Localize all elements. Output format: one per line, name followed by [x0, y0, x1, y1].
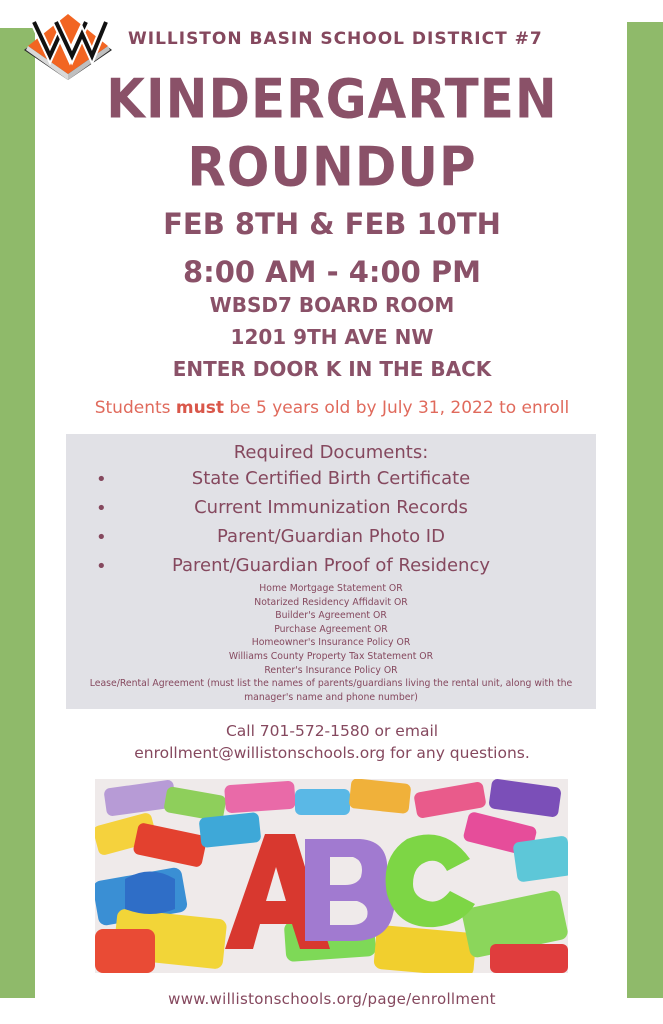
title-line-2: ROUNDUP: [187, 135, 477, 199]
event-times: 8:00 AM - 4:00 PM: [182, 255, 482, 289]
residency-options: [76, 582, 586, 704]
right-green-bar: [627, 22, 663, 998]
list-item: Renter's Insurance Policy OR: [264, 664, 398, 676]
list-item: Purchase Agreement OR: [274, 623, 388, 635]
eligibility-note: Students must be 5 years old by July 31, 2022 to enroll: [94, 398, 570, 418]
list-item: • Parent/Guardian Photo ID: [96, 526, 445, 548]
list-item: • Parent/Guardian Proof of Residency: [96, 555, 491, 577]
documents-heading: Required Documents:: [233, 442, 429, 463]
contact-line-1: Call 701-572-1580 or email: [225, 722, 439, 740]
list-item: Notarized Residency Affidavit OR: [254, 596, 408, 608]
list-item: • Current Immunization Records: [96, 497, 468, 519]
required-documents-box: [66, 434, 596, 709]
bullet-icon: •: [96, 469, 107, 490]
left-green-bar: [0, 28, 35, 998]
eligibility-emphasis: must: [175, 398, 224, 418]
event-address: 1201 9TH AVE NW: [230, 325, 434, 349]
bullet-icon: •: [96, 498, 107, 519]
enrollment-url[interactable]: www.willistonschools.org/page/enrollment: [168, 990, 496, 1008]
list-item: Homeowner's Insurance Policy OR: [251, 637, 411, 649]
list-item: Builder's Agreement OR: [275, 610, 387, 622]
event-dates: FEB 8TH & FEB 10TH: [163, 207, 501, 241]
list-item: • State Certified Birth Certificate: [96, 468, 471, 490]
bullet-icon: •: [96, 556, 107, 577]
list-item: Home Mortgage Statement OR: [259, 583, 403, 594]
bullet-icon: •: [96, 527, 107, 548]
district-name: WILLISTON BASIN SCHOOL DISTRICT #7: [128, 29, 543, 49]
list-item: Williams County Property Tax Statement OR: [228, 650, 434, 662]
contact-line-2[interactable]: enrollment@willistonschools.org for any questions.: [134, 744, 530, 762]
list-item: Lease/Rental Agreement (must list the names of parents/guardians living the rental unit, along with the manager's name and phone number): [89, 678, 573, 703]
alphabet-blocks-photo: [95, 779, 568, 973]
documents-list: [66, 468, 596, 584]
event-entry: ENTER DOOR K IN THE BACK: [172, 357, 492, 381]
event-location: WBSD7 BOARD ROOM: [209, 293, 455, 317]
title-line-1: KINDERGARTEN: [106, 67, 558, 131]
